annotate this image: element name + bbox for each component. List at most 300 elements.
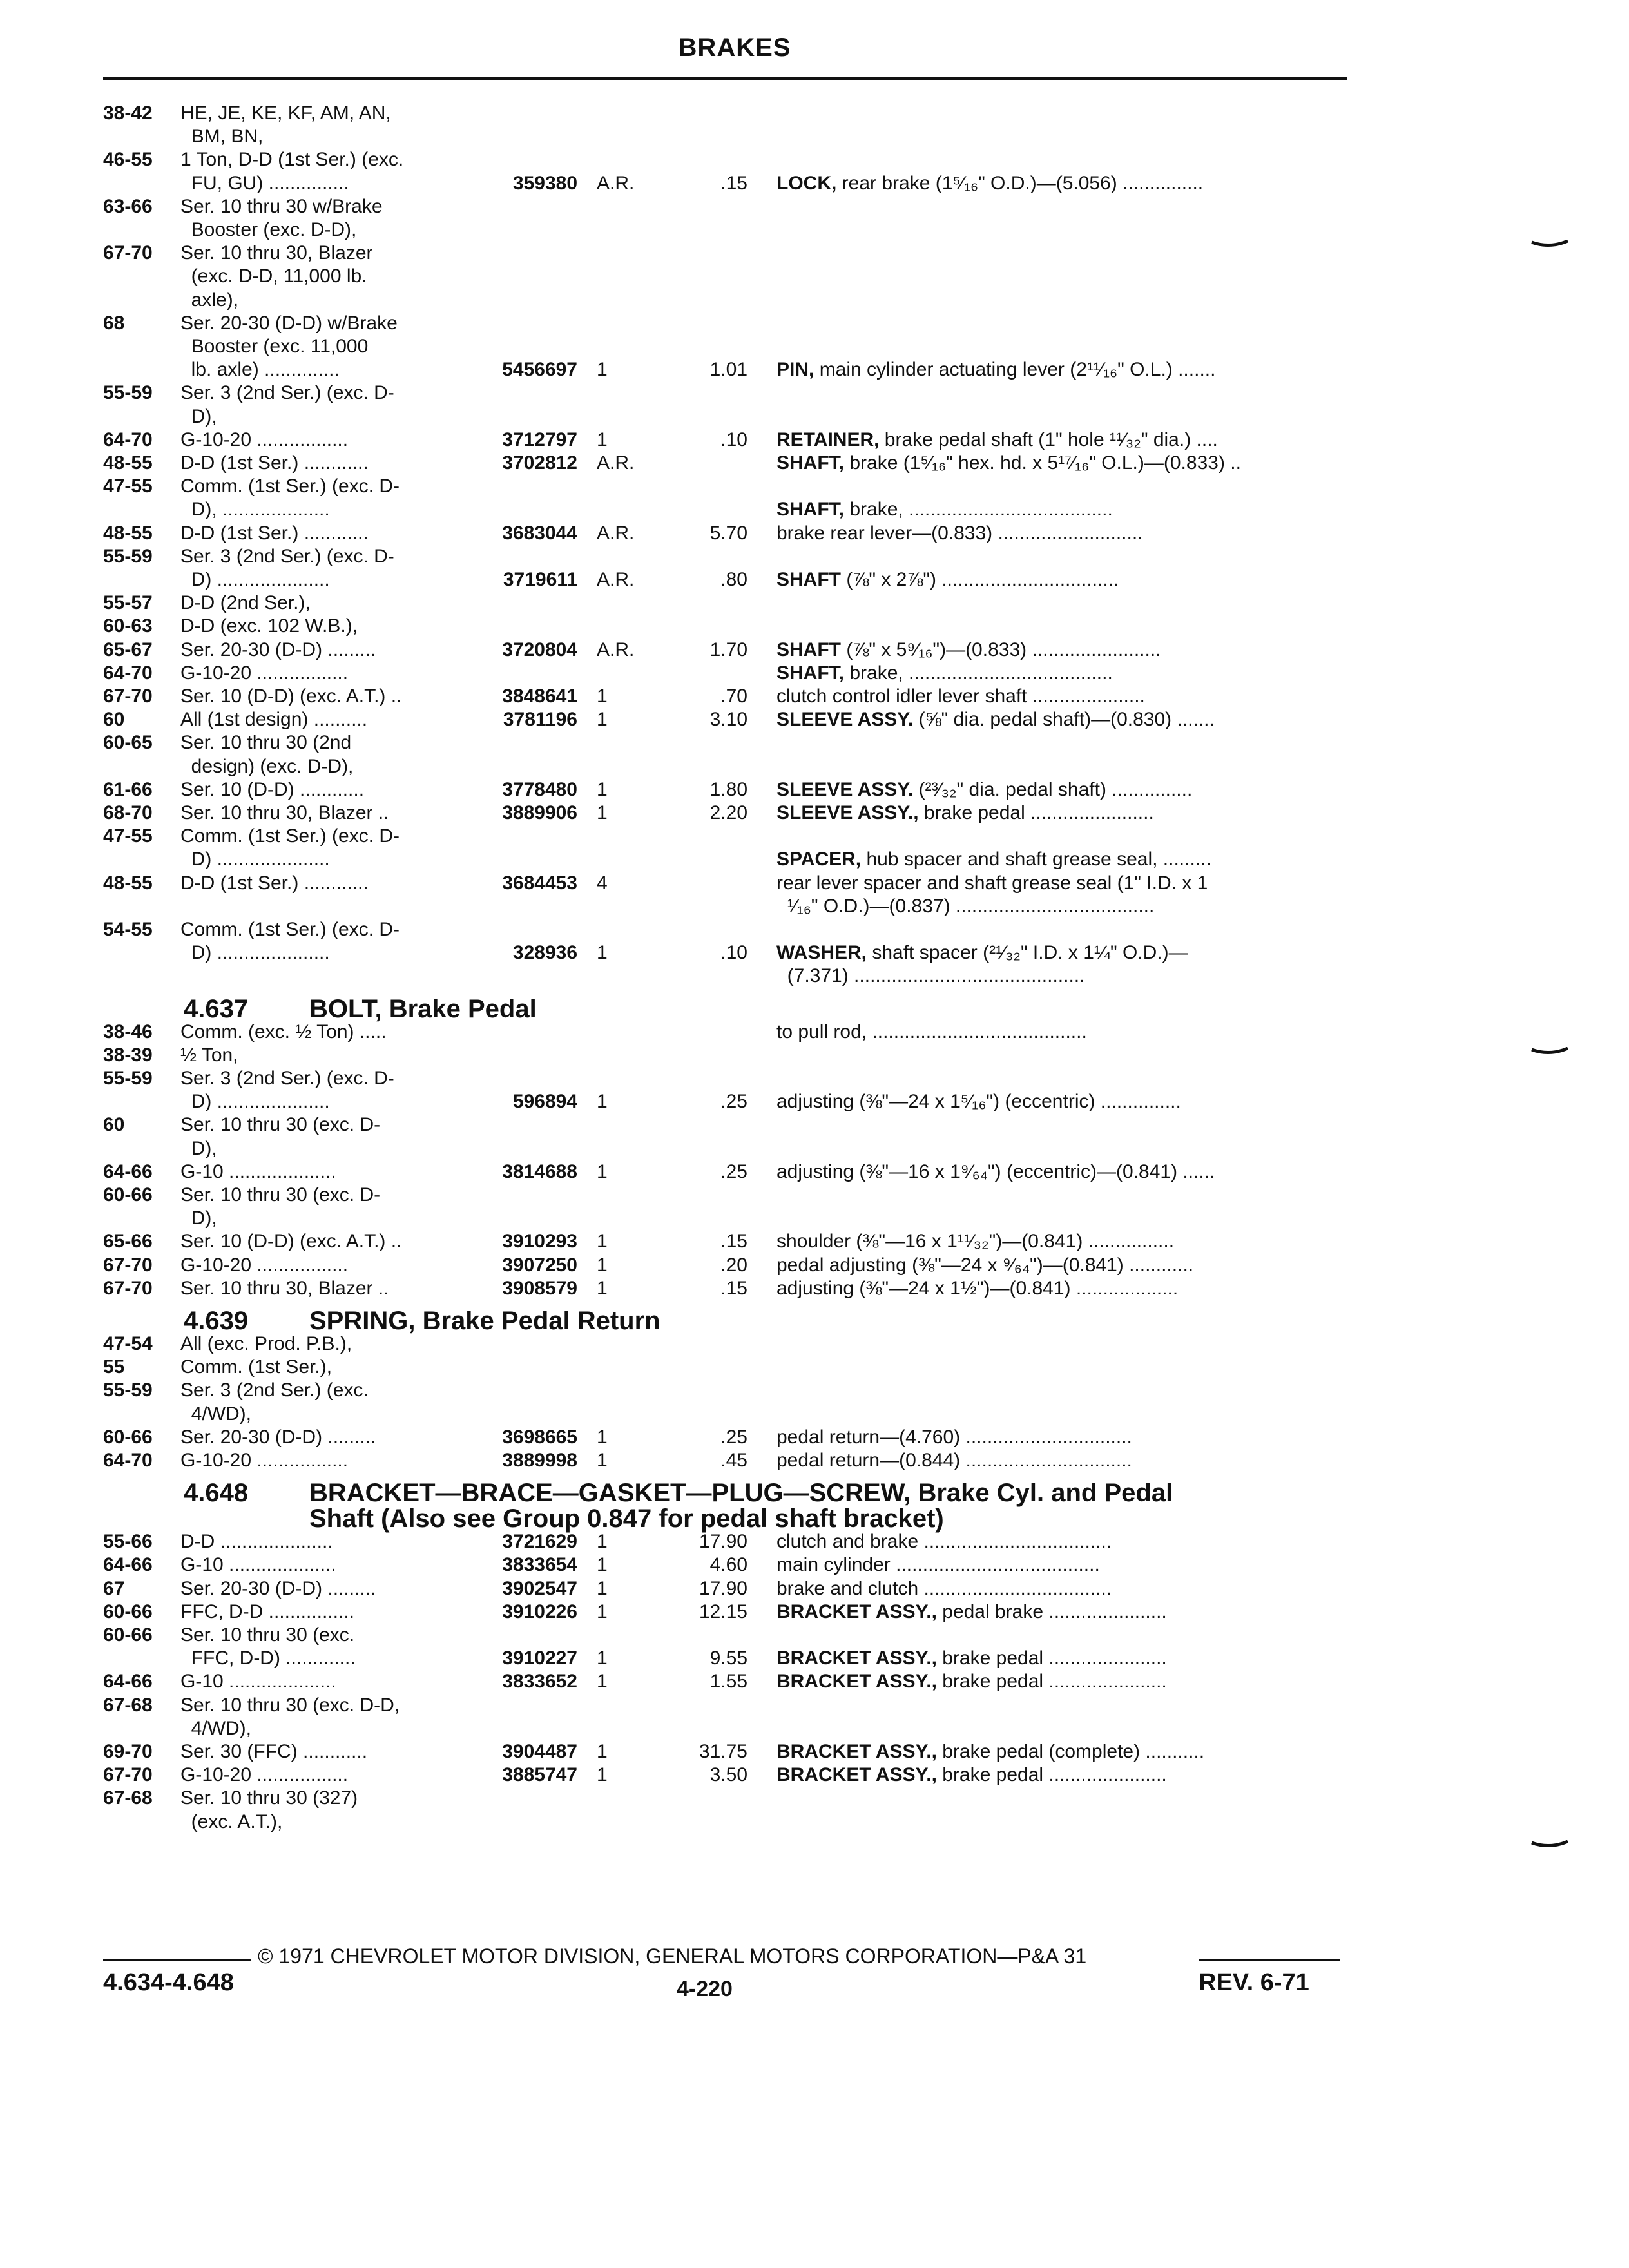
part-number: 3885747 <box>502 1764 577 1785</box>
application: FU, GU) ............... <box>180 173 349 194</box>
application: 1 Ton, D-D (1st Ser.) (exc. <box>180 149 404 170</box>
application: Comm. (exc. ½ Ton) ..... <box>180 1021 387 1043</box>
part-number: 3848641 <box>502 686 577 707</box>
part-number: 3910227 <box>502 1648 577 1669</box>
quantity: 1 <box>597 1091 608 1112</box>
application: FFC, D-D ................ <box>180 1601 354 1622</box>
price: 17.90 <box>699 1578 747 1599</box>
application: BM, BN, <box>180 126 264 147</box>
price: 31.75 <box>699 1741 747 1762</box>
part-detail: hub spacer and shaft grease seal, ......... <box>861 849 1211 870</box>
part-number: 3712797 <box>502 429 577 450</box>
part-detail: (7.371) ........................................... <box>776 965 1085 986</box>
quantity: 1 <box>597 802 608 823</box>
part-detail: to pull rod, ........................................ <box>776 1021 1087 1043</box>
quantity: 1 <box>597 1671 608 1692</box>
part-detail: shaft spacer (²¹⁄₃₂" I.D. x 1¼" O.D.)— <box>867 942 1188 963</box>
part-number: 3889906 <box>502 802 577 823</box>
quantity: 1 <box>597 709 608 730</box>
year-range: 60 <box>103 709 125 730</box>
part-description <box>776 685 1344 708</box>
application: Ser. 10 (D-D) (exc. A.T.) .. <box>180 686 402 707</box>
part-detail: clutch and brake ................................... <box>776 1531 1112 1552</box>
application: Ser. 20-30 (D-D) ......... <box>180 1578 376 1599</box>
part-description <box>776 1670 1344 1693</box>
page-title: BRAKES <box>678 34 791 62</box>
application: Booster (exc. 11,000 <box>180 336 369 357</box>
application: D) ..................... <box>180 942 330 963</box>
quantity: 1 <box>597 1578 608 1599</box>
application: All (exc. Prod. P.B.), <box>180 1333 352 1354</box>
quantity: 1 <box>597 359 608 380</box>
header-rule <box>103 77 1347 80</box>
part-detail: shoulder (⅜"—16 x 1¹¹⁄₃₂")—(0.841) ................ <box>776 1231 1175 1252</box>
year-range: 67-70 <box>103 1278 153 1299</box>
application: G-10 .................... <box>180 1161 336 1182</box>
application: G-10-20 ................. <box>180 1764 349 1785</box>
part-detail: clutch control idler lever shaft ..................... <box>776 686 1145 707</box>
year-range: 60-63 <box>103 615 153 637</box>
year-range: 64-66 <box>103 1671 153 1692</box>
part-detail: adjusting (⅜"—24 x 1½")—(0.841) ................... <box>776 1278 1179 1299</box>
part-detail: ¹⁄₁₆" O.D.)—(0.837) ..................................... <box>776 896 1155 917</box>
application: Ser. 10 thru 30, Blazer <box>180 242 373 264</box>
year-range: 55-59 <box>103 382 153 403</box>
year-range: 55 <box>103 1356 125 1378</box>
part-number: 3719611 <box>503 569 577 590</box>
application: axle), <box>180 289 239 311</box>
part-description <box>776 1230 1344 1253</box>
margin-tick-mark <box>1530 1047 1569 1056</box>
part-detail: brake pedal ....................... <box>918 802 1154 823</box>
margin-tick-mark <box>1530 240 1569 249</box>
part-detail: brake (1⁵⁄₁₆" hex. hd. x 5¹⁷⁄₁₆" O.L.)—(0.833) .. <box>844 452 1241 474</box>
part-name: SHAFT, <box>776 662 844 684</box>
part-detail: adjusting (⅜"—24 x 1⁵⁄₁₆") (eccentric) ............... <box>776 1091 1181 1112</box>
year-range: 65-67 <box>103 639 153 660</box>
price: .20 <box>720 1254 747 1276</box>
application: Ser. 10 thru 30 (2nd <box>180 732 352 753</box>
year-range: 67 <box>103 1578 125 1599</box>
part-detail: (⅞" x 5⁹⁄₁₆")—(0.833) ........................ <box>841 639 1161 660</box>
part-number: 3721629 <box>502 1531 577 1552</box>
part-number: 596894 <box>512 1091 577 1112</box>
year-range: 48-55 <box>103 452 153 474</box>
application: Ser. 20-30 (D-D) ......... <box>180 1427 376 1448</box>
part-detail: (²³⁄₃₂" dia. pedal shaft) ............... <box>913 779 1193 800</box>
part-name: SHAFT, <box>776 499 844 520</box>
group-title: SPRING, Brake Pedal Return <box>309 1307 660 1335</box>
quantity: 1 <box>597 686 608 707</box>
part-description <box>776 802 1344 825</box>
part-description <box>776 1577 1344 1600</box>
quantity: 1 <box>597 429 608 450</box>
price: .15 <box>720 1231 747 1252</box>
year-range: 67-70 <box>103 242 153 264</box>
quantity: 1 <box>597 1531 608 1552</box>
part-number: 359380 <box>512 173 577 194</box>
part-name: PIN, <box>776 359 815 380</box>
application: All (1st design) .......... <box>180 709 368 730</box>
part-detail: main cylinder ...................................... <box>776 1554 1100 1575</box>
application: D), <box>180 1138 217 1159</box>
application: Comm. (1st Ser.) (exc. D- <box>180 476 400 497</box>
year-range: 64-70 <box>103 662 153 684</box>
price: 17.90 <box>699 1531 747 1552</box>
year-range: 55-57 <box>103 592 153 613</box>
part-number: 3833654 <box>502 1554 577 1575</box>
application: G-10-20 ................. <box>180 1450 349 1471</box>
part-description <box>776 1763 1344 1787</box>
part-description <box>776 895 1344 918</box>
part-description <box>776 778 1344 802</box>
part-number: 3902547 <box>502 1578 577 1599</box>
part-detail: brake pedal ...................... <box>936 1648 1167 1669</box>
group-title-continued: Shaft (Also see Group 0.847 for pedal shaft bracket) <box>309 1504 944 1533</box>
part-name: BRACKET ASSY., <box>776 1671 937 1692</box>
group-title: BRACKET—BRACE—GASKET—PLUG—SCREW, Brake Cyl. and Pedal <box>309 1479 1173 1508</box>
application: G-10-20 ................. <box>180 1254 349 1276</box>
application: Ser. 3 (2nd Ser.) (exc. <box>180 1379 369 1401</box>
part-detail: brake pedal (complete) ........... <box>936 1741 1205 1762</box>
application: Ser. 10 (D-D) ............ <box>180 779 365 800</box>
part-description <box>776 662 1344 685</box>
application: lb. axle) .............. <box>180 359 340 380</box>
part-number: 3720804 <box>502 639 577 660</box>
application: D), <box>180 406 217 427</box>
year-range: 64-66 <box>103 1554 153 1575</box>
footer-rule-left <box>103 1959 251 1961</box>
application: Ser. 3 (2nd Ser.) (exc. D- <box>180 546 394 567</box>
footer-rule-right <box>1199 1959 1340 1961</box>
part-detail: rear lever spacer and shaft grease seal (1" I.D. x 1 <box>776 872 1208 894</box>
quantity: 1 <box>597 1278 608 1299</box>
part-name: BRACKET ASSY., <box>776 1601 937 1622</box>
part-number: 3814688 <box>502 1161 577 1182</box>
price: 2.20 <box>709 802 747 823</box>
part-detail: pedal return—(4.760) ............................... <box>776 1427 1132 1448</box>
price: .25 <box>720 1161 747 1182</box>
year-range: 47-54 <box>103 1333 153 1354</box>
part-name: BRACKET ASSY., <box>776 1764 937 1785</box>
part-detail: (⅝" dia. pedal shaft)—(0.830) ....... <box>913 709 1215 730</box>
price: .15 <box>720 1278 747 1299</box>
year-range: 55-66 <box>103 1531 153 1552</box>
part-name: SLEEVE ASSY. <box>776 779 914 800</box>
part-name: SHAFT <box>776 639 841 660</box>
application: Ser. 10 thru 30 (exc. D-D, <box>180 1695 400 1716</box>
quantity: 1 <box>597 942 608 963</box>
part-detail: main cylinder actuating lever (2¹¹⁄₁₆" O.L.) ....... <box>814 359 1216 380</box>
part-description <box>776 498 1344 521</box>
year-range: 38-39 <box>103 1044 153 1066</box>
part-detail: pedal return—(0.844) ............................... <box>776 1450 1132 1471</box>
part-description <box>776 965 1344 988</box>
price: .45 <box>720 1450 747 1471</box>
application: G-10-20 ................. <box>180 662 349 684</box>
part-detail: brake pedal ...................... <box>936 1671 1167 1692</box>
year-range: 55-59 <box>103 1379 153 1401</box>
application: Ser. 10 thru 30 (327) <box>180 1787 358 1809</box>
quantity: 1 <box>597 1554 608 1575</box>
part-name: SLEEVE ASSY. <box>776 709 914 730</box>
application: D), <box>180 1207 217 1229</box>
price: .25 <box>720 1427 747 1448</box>
year-range: 47-55 <box>103 476 153 497</box>
quantity: 1 <box>597 1764 608 1785</box>
year-range: 64-70 <box>103 1450 153 1471</box>
part-description <box>776 1426 1344 1449</box>
group-number: 4.639 <box>184 1307 249 1335</box>
quantity: 1 <box>597 779 608 800</box>
year-range: 54-55 <box>103 919 153 940</box>
application: Comm. (1st Ser.) (exc. D- <box>180 919 400 940</box>
footer-revision: REV. 6-71 <box>1199 1969 1309 1996</box>
part-name: SHAFT, <box>776 452 844 474</box>
application: Ser. 10 thru 30, Blazer .. <box>180 1278 389 1299</box>
application: D-D (2nd Ser.), <box>180 592 311 613</box>
group-title: BOLT, Brake Pedal <box>309 994 537 1023</box>
price: 4.60 <box>709 1554 747 1575</box>
part-name: SPACER, <box>776 849 862 870</box>
part-description <box>776 1449 1344 1472</box>
application: G-10-20 ................. <box>180 429 349 450</box>
part-detail: brake rear lever—(0.833) ........................... <box>776 523 1143 544</box>
application: Comm. (1st Ser.), <box>180 1356 333 1378</box>
footer-page-number: 4-220 <box>677 1977 733 2001</box>
part-detail: (⅞" x 2⅞") ................................. <box>841 569 1119 590</box>
year-range: 67-68 <box>103 1787 153 1809</box>
year-range: 67-70 <box>103 1254 153 1276</box>
application: Ser. 10 thru 30 (exc. D- <box>180 1114 381 1135</box>
application: Ser. 3 (2nd Ser.) (exc. D- <box>180 382 394 403</box>
quantity: A.R. <box>597 173 635 194</box>
application: Ser. 10 thru 30 w/Brake <box>180 196 383 217</box>
part-number: 3904487 <box>502 1741 577 1762</box>
part-name: SHAFT <box>776 569 841 590</box>
part-number: 3781196 <box>503 709 577 730</box>
price: .10 <box>720 942 747 963</box>
year-range: 67-70 <box>103 1764 153 1785</box>
part-description <box>776 428 1344 452</box>
part-name: BRACKET ASSY., <box>776 1648 937 1669</box>
price: 1.80 <box>709 779 747 800</box>
year-range: 47-55 <box>103 825 153 847</box>
part-number: 3889998 <box>502 1450 577 1471</box>
part-number: 3683044 <box>502 523 577 544</box>
year-range: 61-66 <box>103 779 153 800</box>
part-detail: brake pedal shaft (1" hole ¹¹⁄₃₂" dia.) .... <box>879 429 1218 450</box>
margin-tick-mark <box>1530 1840 1569 1849</box>
application: G-10 .................... <box>180 1554 336 1575</box>
price: 9.55 <box>709 1648 747 1669</box>
application: Ser. 30 (FFC) ............ <box>180 1741 368 1762</box>
part-description <box>776 1160 1344 1184</box>
part-description <box>776 639 1344 662</box>
part-description <box>776 172 1344 195</box>
part-detail: brake pedal ...................... <box>936 1764 1167 1785</box>
application: Ser. 10 thru 30 (exc. <box>180 1624 355 1646</box>
application: Booster (exc. D-D), <box>180 219 357 240</box>
application: D) ..................... <box>180 849 330 870</box>
part-detail: pedal adjusting (⅜"—24 x ⁹⁄₆₄")—(0.841) ............ <box>776 1254 1194 1276</box>
part-detail: brake and clutch ................................... <box>776 1578 1112 1599</box>
year-range: 38-42 <box>103 102 153 124</box>
part-description <box>776 358 1344 381</box>
year-range: 60 <box>103 1114 125 1135</box>
quantity: 1 <box>597 1427 608 1448</box>
part-detail: rear brake (1⁵⁄₁₆" O.D.)—(5.056) ............... <box>836 173 1204 194</box>
quantity: A.R. <box>597 452 635 474</box>
part-description <box>776 872 1344 895</box>
part-number: 3833652 <box>502 1671 577 1692</box>
application: D) ..................... <box>180 1091 330 1112</box>
application: 4/WD), <box>180 1403 251 1425</box>
part-detail: pedal brake ...................... <box>936 1601 1167 1622</box>
part-detail: brake, ...................................... <box>844 499 1113 520</box>
price: 3.10 <box>709 709 747 730</box>
quantity: 1 <box>597 1648 608 1669</box>
year-range: 68 <box>103 312 125 334</box>
part-number: 3908579 <box>502 1278 577 1299</box>
application: 4/WD), <box>180 1718 251 1739</box>
application: Ser. 10 thru 30 (exc. D- <box>180 1184 381 1206</box>
part-description <box>776 1530 1344 1553</box>
part-description <box>776 522 1344 545</box>
part-number: 5456697 <box>502 359 577 380</box>
price: 12.15 <box>699 1601 747 1622</box>
part-number: 3778480 <box>502 779 577 800</box>
quantity: 1 <box>597 1161 608 1182</box>
quantity: 1 <box>597 1741 608 1762</box>
application: G-10 .................... <box>180 1671 336 1692</box>
group-number: 4.648 <box>184 1479 249 1508</box>
price: 1.70 <box>709 639 747 660</box>
application: design) (exc. D-D), <box>180 756 354 777</box>
year-range: 63-66 <box>103 196 153 217</box>
application: D-D (exc. 102 W.B.), <box>180 615 358 637</box>
price: .10 <box>720 429 747 450</box>
quantity: 1 <box>597 1231 608 1252</box>
part-description <box>776 708 1344 731</box>
part-number: 3684453 <box>502 872 577 894</box>
part-description <box>776 1600 1344 1624</box>
application: D), .................... <box>180 499 330 520</box>
application: (exc. D-D, 11,000 lb. <box>180 265 367 287</box>
part-name: WASHER, <box>776 942 867 963</box>
price: 1.55 <box>709 1671 747 1692</box>
application: D-D ..................... <box>180 1531 333 1552</box>
footer-copyright: © 1971 CHEVROLET MOTOR DIVISION, GENERAL MOTORS CORPORATION—P&A 31 <box>258 1945 1087 1968</box>
application: Ser. 10 thru 30, Blazer .. <box>180 802 389 823</box>
part-description <box>776 1277 1344 1300</box>
year-range: 64-66 <box>103 1161 153 1182</box>
part-number: 3698665 <box>502 1427 577 1448</box>
application: Comm. (1st Ser.) (exc. D- <box>180 825 400 847</box>
part-description <box>776 452 1344 475</box>
price: 3.50 <box>709 1764 747 1785</box>
year-range: 48-55 <box>103 872 153 894</box>
price: .70 <box>720 686 747 707</box>
application: FFC, D-D) ............. <box>180 1648 356 1669</box>
year-range: 65-66 <box>103 1231 153 1252</box>
part-description <box>776 568 1344 591</box>
application: D) ..................... <box>180 569 330 590</box>
year-range: 60-66 <box>103 1427 153 1448</box>
part-name: RETAINER, <box>776 429 880 450</box>
application: D-D (1st Ser.) ............ <box>180 452 369 474</box>
part-name: LOCK, <box>776 173 837 194</box>
part-description <box>776 941 1344 965</box>
application: HE, JE, KE, KF, AM, AN, <box>180 102 391 124</box>
year-range: 48-55 <box>103 523 153 544</box>
year-range: 60-66 <box>103 1624 153 1646</box>
application: Ser. 10 (D-D) (exc. A.T.) .. <box>180 1231 402 1252</box>
year-range: 46-55 <box>103 149 153 170</box>
application: Ser. 20-30 (D-D) w/Brake <box>180 312 398 334</box>
part-description <box>776 1647 1344 1670</box>
year-range: 55-59 <box>103 546 153 567</box>
part-number: 3910293 <box>502 1231 577 1252</box>
quantity: A.R. <box>597 639 635 660</box>
part-description <box>776 1740 1344 1763</box>
quantity: 4 <box>597 872 608 894</box>
part-name: SLEEVE ASSY., <box>776 802 919 823</box>
quantity: 1 <box>597 1450 608 1471</box>
part-number: 328936 <box>512 942 577 963</box>
price: 1.01 <box>709 359 747 380</box>
price: .25 <box>720 1091 747 1112</box>
quantity: A.R. <box>597 523 635 544</box>
part-description <box>776 1021 1344 1044</box>
year-range: 64-70 <box>103 429 153 450</box>
year-range: 67-70 <box>103 686 153 707</box>
footer-group-range: 4.634-4.648 <box>103 1969 234 1996</box>
part-detail: adjusting (⅜"—16 x 1⁹⁄₆₄") (eccentric)—(0.841) ...... <box>776 1161 1215 1182</box>
part-detail: brake, ...................................... <box>844 662 1113 684</box>
group-number: 4.637 <box>184 994 249 1023</box>
year-range: 60-66 <box>103 1601 153 1622</box>
part-name: BRACKET ASSY., <box>776 1741 937 1762</box>
part-number: 3907250 <box>502 1254 577 1276</box>
price: .15 <box>720 173 747 194</box>
part-description <box>776 1254 1344 1277</box>
price: .80 <box>720 569 747 590</box>
application: ½ Ton, <box>180 1044 238 1066</box>
part-description <box>776 848 1344 871</box>
year-range: 60-65 <box>103 732 153 753</box>
quantity: 1 <box>597 1254 608 1276</box>
part-description <box>776 1553 1344 1577</box>
quantity: A.R. <box>597 569 635 590</box>
application: (exc. A.T.), <box>180 1811 283 1832</box>
application: Ser. 3 (2nd Ser.) (exc. D- <box>180 1068 394 1089</box>
application: D-D (1st Ser.) ............ <box>180 523 369 544</box>
application: D-D (1st Ser.) ............ <box>180 872 369 894</box>
year-range: 67-68 <box>103 1695 153 1716</box>
year-range: 55-59 <box>103 1068 153 1089</box>
part-number: 3702812 <box>502 452 577 474</box>
part-number: 3910226 <box>502 1601 577 1622</box>
year-range: 69-70 <box>103 1741 153 1762</box>
price: 5.70 <box>709 523 747 544</box>
quantity: 1 <box>597 1601 608 1622</box>
year-range: 38-46 <box>103 1021 153 1043</box>
year-range: 68-70 <box>103 802 153 823</box>
year-range: 60-66 <box>103 1184 153 1206</box>
part-description <box>776 1090 1344 1113</box>
application: Ser. 20-30 (D-D) ......... <box>180 639 376 660</box>
